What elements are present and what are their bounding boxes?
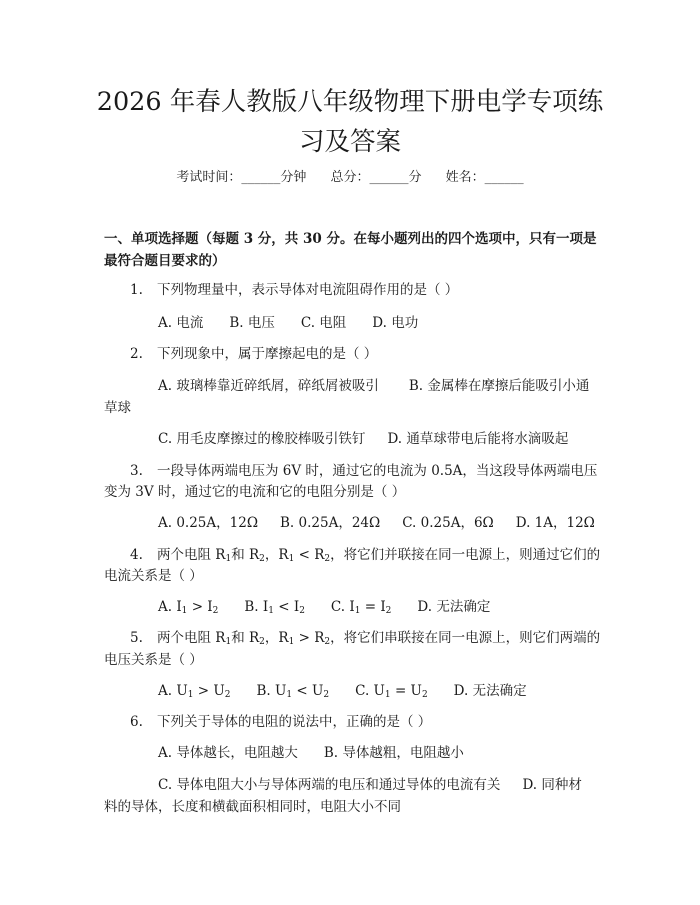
question-6-stem [130,712,431,732]
subscript: 1 [225,637,232,647]
subscript: 2 [224,690,231,700]
option-b: B. 导体越粗，电阻越小 [323,745,464,761]
name-field: 姓名：______ [445,170,524,185]
option-a: A. 电流 [158,315,204,331]
section-heading-line-2: 最符合题目要求的） [104,253,226,269]
option-text: B. U [256,683,287,699]
option-text: > U [193,683,225,699]
question-6-options-row1 [158,743,464,763]
subscript: 2 [299,606,305,616]
option-d: D. 无法确定 [417,599,491,615]
subscript: 2 [385,606,392,616]
exam-meta [0,168,700,188]
subscript: 1 [187,690,194,700]
subscript: 1 [288,554,295,564]
option-d: D. 电功 [372,315,419,331]
option-text: C. I [330,599,355,615]
option-a [158,599,218,615]
option-text: C. U [355,683,385,699]
question-3-stem [130,461,597,481]
option-b [244,599,305,615]
question-text: 下列现象中，属于摩擦起电的是（ ） [157,346,378,362]
stem-part: 和 R [231,547,260,563]
subscript: 1 [354,606,361,616]
option-c: C. 导体电阻大小与导体两端的电压和通过导体的电流有关 [158,777,501,793]
question-3-options [158,513,595,533]
subscript: 2 [323,690,330,700]
option-a: A. 0.25A，12Ω [158,515,259,531]
subscript: 2 [324,554,331,564]
option-c [355,683,428,699]
question-2-options-row1 [158,376,589,396]
option-d: D. 无法确定 [453,683,527,699]
question-4-stem-continued: 电流关系是（ ） [104,568,203,584]
option-a: A. 玻璃棒靠近碎纸屑，碎纸屑被吸引 [158,378,379,394]
subscript: 2 [259,637,265,647]
option-d: D. 同种材 [522,777,582,793]
question-3-stem-continued: 变为 3V 时，通过它的电流和它的电阻分别是（ ） [104,484,406,500]
option-d: D. 1A，12Ω [515,515,595,531]
question-number: 6. [130,714,143,730]
option-c: C. 用毛皮摩擦过的橡胶棒吸引铁钉 [158,431,366,447]
exam-time-field: 考试时间：______分钟 [176,170,307,185]
question-2-options-row2 [158,429,568,449]
option-text: A. U [158,683,188,699]
question-text: 一段导体两端电压为 6V 时，通过它的电流为 0.5A，当这段导体两端电压 [157,463,598,479]
question-number: 4. [130,547,143,563]
question-5-options [158,681,527,701]
option-b [256,683,329,699]
question-5-stem-continued: 电压关系是（ ） [104,652,203,668]
option-d: D. 通草球带电后能将水滴吸起 [387,431,569,447]
subscript: 2 [324,637,331,647]
option-text: < U [292,683,324,699]
question-1-stem [130,280,458,300]
stem-part: ，将它们并联接在同一电源上，则通过它们的 [330,547,601,563]
question-5-stem [130,628,600,648]
total-score-field: 总分：______分 [330,170,422,185]
subscript: 2 [259,554,265,564]
title-line-1: 2026 年春人教版八年级物理下册电学专项练 [96,87,604,117]
question-number: 1. [130,282,143,298]
option-text: < I [273,599,300,615]
question-2-option-b-continued: 草球 [104,400,131,416]
option-b: B. 电压 [229,315,275,331]
option-text: = U [390,683,422,699]
stem-part: > R [294,630,325,646]
title-line-2: 习及答案 [298,127,401,157]
question-2-stem [130,344,377,364]
stem-part: ，R [264,547,289,563]
option-c [331,599,391,615]
stem-part: 两个电阻 R [157,630,226,646]
option-b: B. 金属棒在摩擦后能吸引小通 [408,378,590,394]
question-4-stem [130,545,600,565]
question-text: 下列物理量中，表示导体对电流阻碍作用的是（ ） [157,282,459,298]
stem-part: 两个电阻 R [157,547,226,563]
question-1-options [158,313,418,333]
question-number: 2. [130,346,143,362]
question-4-options [158,597,490,617]
subscript: 1 [181,606,188,616]
subscript: 1 [288,637,295,647]
subscript: 1 [268,606,274,616]
subscript: 1 [384,690,391,700]
stem-part: ，将它们串联接在同一电源上，则它们两端的 [330,630,601,646]
question-number: 3. [130,463,143,479]
question-text: 下列关于导体的电阻的说法中，正确的是（ ） [157,714,432,730]
option-text: = I [360,599,386,615]
option-c: C. 电阻 [300,315,347,331]
subscript: 2 [421,690,428,700]
option-text: B. I [244,599,269,615]
page-title [95,82,605,162]
stem-part: < R [294,547,325,563]
option-b: B. 0.25A，24Ω [280,515,381,531]
subscript: 2 [212,606,219,616]
subscript: 1 [286,690,293,700]
question-6-option-d-continued: 料的导体，长度和横截面积相同时，电阻大小不同 [104,799,401,815]
option-a [158,683,230,699]
question-6-options-row2 [158,775,582,795]
section-heading [104,228,604,272]
subscript: 1 [225,554,232,564]
option-text: > I [187,599,213,615]
question-number: 5. [130,630,143,646]
section-heading-line-1: 一、单项选择题（每题 3 分，共 30 分。在每小题列出的四个选项中，只有一项是 [104,231,597,247]
option-c: C. 0.25A，6Ω [402,515,494,531]
stem-part: 和 R [231,630,260,646]
option-text: A. I [158,599,182,615]
stem-part: ，R [264,630,289,646]
option-a: A. 导体越长，电阻越大 [158,745,298,761]
